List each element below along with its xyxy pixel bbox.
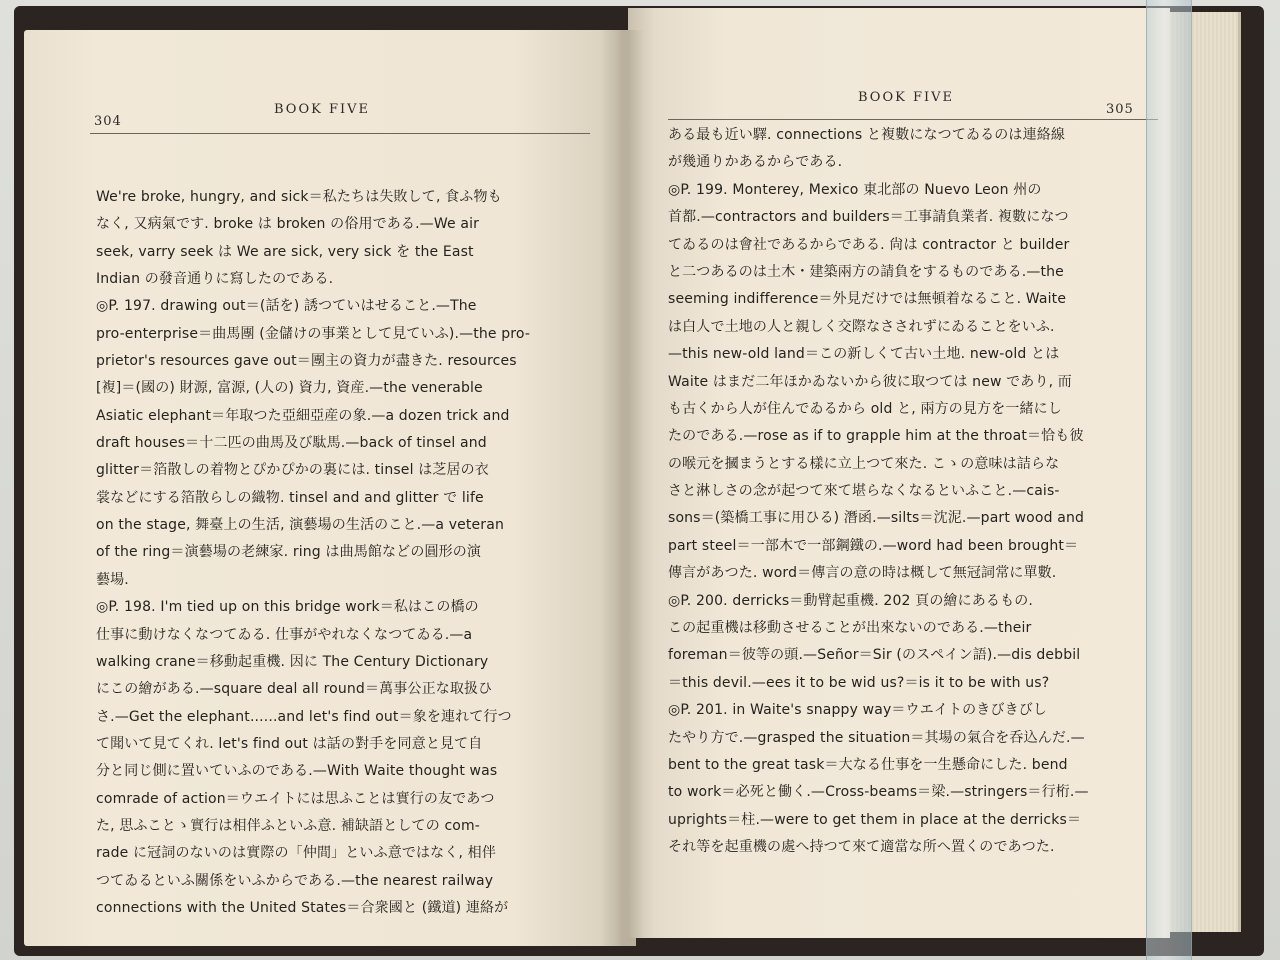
right-page-number: 305 — [1106, 102, 1134, 117]
gutter-shadow — [600, 30, 644, 946]
text-line: にこの繪がある.—square deal all round＝萬事公正な取扱ひ — [96, 681, 493, 698]
text-line: ◎P. 200. derricks＝動臂起重機. 202 頁の繪にあるもの. — [668, 592, 1033, 609]
text-line: 裳などにする箔散らしの織物. tinsel and and glitter で life — [96, 489, 484, 506]
text-line: てゐるのは會社であるからである. 尙は contractor と builder — [668, 236, 1070, 253]
text-line: [複]＝(國の) 財源, 富源, (人の) 資力, 資産.—the venerable — [96, 380, 483, 397]
text-line: Asiatic elephant＝年取つた亞細亞産の象.—a dozen trick and — [96, 407, 510, 424]
text-line: さと淋しさの念が起つて來て堪らなくなるといふこと.—cais- — [668, 483, 1060, 500]
right-header-rule — [668, 119, 1158, 120]
text-line: ◎P. 201. in Waite's snappy way＝ウエイトのきびきびし — [668, 702, 1048, 719]
text-line: た, 思ふことゝ實行は相伴ふといふ意. 補缺語としての com- — [96, 817, 481, 834]
right-running-head: BOOK FIVE — [858, 90, 954, 105]
text-line: なく, 又病氣です. broke は broken の俗用である.—We air — [96, 216, 480, 233]
text-line: —this new-old land＝この新しくて古い土地. new-old とは — [668, 346, 1060, 363]
text-line: Waite はまだ二年ほかゐないから彼に取つては new であり, 而 — [668, 373, 1072, 390]
text-line: glitter＝箔散しの着物とぴかぴかの裏には. tinsel は芝居の衣 — [96, 462, 489, 479]
text-line: と二つあるのは土木・建築兩方の請負をするものである.—the — [668, 263, 1064, 280]
bookmark-ribbon — [1146, 0, 1192, 960]
text-line: foreman＝彼等の頭.—Señor＝Sir (のスペイン語).—dis debbil — [668, 647, 1081, 664]
text-line: on the stage, 舞臺上の生活, 演藝場の生活のこと.—a veteran — [96, 517, 504, 534]
text-line: たやり方で.—grasped the situation＝其場の氣合を呑込んだ.— — [668, 729, 1085, 746]
text-line: も古くから人が住んでゐるから old と, 兩方の見方を一緒にし — [668, 400, 1062, 417]
right-page — [628, 8, 1170, 938]
text-line: Indian の發音通りに寫したのである. — [96, 271, 334, 288]
text-line: comrade of action＝ウエイトには思ふことは實行の友であつ — [96, 790, 495, 807]
text-line: We're broke, hungry, and sick＝私たちは失敗して, 食ふ物も — [96, 189, 502, 205]
text-line: to work＝必死と働く.—Cross-beams＝梁.—stringers＝行桁.— — [668, 784, 1089, 801]
text-line: seek, varry seek は We are sick, very sick を the East — [96, 243, 474, 260]
text-line: pro-enterprise＝曲馬團 (金儲けの事業として見ていふ).—the pro- — [96, 325, 531, 342]
text-line: connections with the United States＝合衆國と (鐵道) 連絡が — [96, 899, 509, 916]
text-line: prietor's resources gave out＝團主の資力が盡きた. resources — [96, 353, 517, 370]
right-page-body — [668, 122, 1168, 862]
text-line: は白人で土地の人と親しく交際なさされずにゐることをいふ. — [668, 318, 1055, 335]
text-line: rade に冠詞のないのは實際の「仲間」といふ意ではなく, 相伴 — [96, 845, 496, 862]
text-line: sons＝(築橋工事に用ひる) 潛函.—silts＝沈泥.—part wood and — [668, 510, 1085, 527]
text-line: さ.—Get the elephant......and let's find out＝象を連れて行つ — [96, 708, 512, 725]
text-line: の喉元を摑まうとする樣に立上つて來た. こゝの意味は詰らな — [668, 455, 1060, 472]
text-line: て聞いて見てくれ. let's find out は話の對手を同意と見て自 — [96, 735, 483, 752]
text-line: この起重機は移動させることが出來ないのである.—their — [668, 620, 1032, 637]
left-page — [24, 30, 636, 946]
left-page-body — [96, 184, 596, 922]
text-line: of the ring＝演藝場の老練家. ring は曲馬館などの圓形の演 — [96, 544, 482, 561]
text-line: が幾通りかあるからである. — [668, 154, 843, 171]
text-line: たのである.—rose as if to grapple him at the throat＝恰も彼 — [668, 428, 1084, 445]
left-page-number: 304 — [94, 114, 122, 129]
text-line: ＝this devil.—ees it to be wid us?＝is it to be with us? — [668, 674, 1050, 691]
text-line: ◎P. 198. I'm tied up on this bridge work＝私はこの橋の — [96, 599, 479, 616]
text-line: 分と同じ側に置いていふのである.—With Waite thought was — [96, 763, 498, 780]
left-header-rule — [90, 133, 590, 134]
text-line: つてゐるといふ關係をいふからである.—the nearest railway — [96, 872, 494, 889]
text-line: 首都.—contractors and builders＝工事請負業者. 複數になつ — [668, 209, 1069, 226]
text-line: それ等を起重機の處へ持つて來て適當な所へ置くのであつた. — [668, 839, 1055, 856]
text-line: ある最も近い驛. connections と複數になつてゐるのは連絡線 — [668, 127, 1066, 143]
left-running-head: BOOK FIVE — [274, 102, 370, 117]
text-line: seeming indifference＝外見だけでは無頓着なること. Waite — [668, 291, 1067, 308]
text-line: bent to the great task＝大なる仕事を一生懸命にした. bend — [668, 756, 1068, 773]
text-line: uprights＝柱.—were to get them in place at the derricks＝ — [668, 811, 1082, 828]
text-line: ◎P. 197. drawing out＝(話を) 誘つていはせること.—The — [96, 298, 477, 315]
text-line: 仕事に動けなくなつてゐる. 仕事がやれなくなつてゐる.—a — [96, 626, 473, 643]
text-line: ◎P. 199. Monterey, Mexico 東北部の Nuevo Leon 州の — [668, 181, 1042, 198]
text-line: draft houses＝十二匹の曲馬及び駄馬.—back of tinsel and — [96, 435, 487, 452]
text-line: 藝場. — [96, 571, 129, 588]
text-line: part steel＝一部木で一部鋼鐵の.—word had been brought＝ — [668, 537, 1079, 554]
text-line: walking crane＝移動起重機. 因に The Century Dictionary — [96, 653, 489, 670]
text-line: 傳言があつた. word＝傳言の意の時は概して無冠詞常に單數. — [668, 565, 1057, 582]
